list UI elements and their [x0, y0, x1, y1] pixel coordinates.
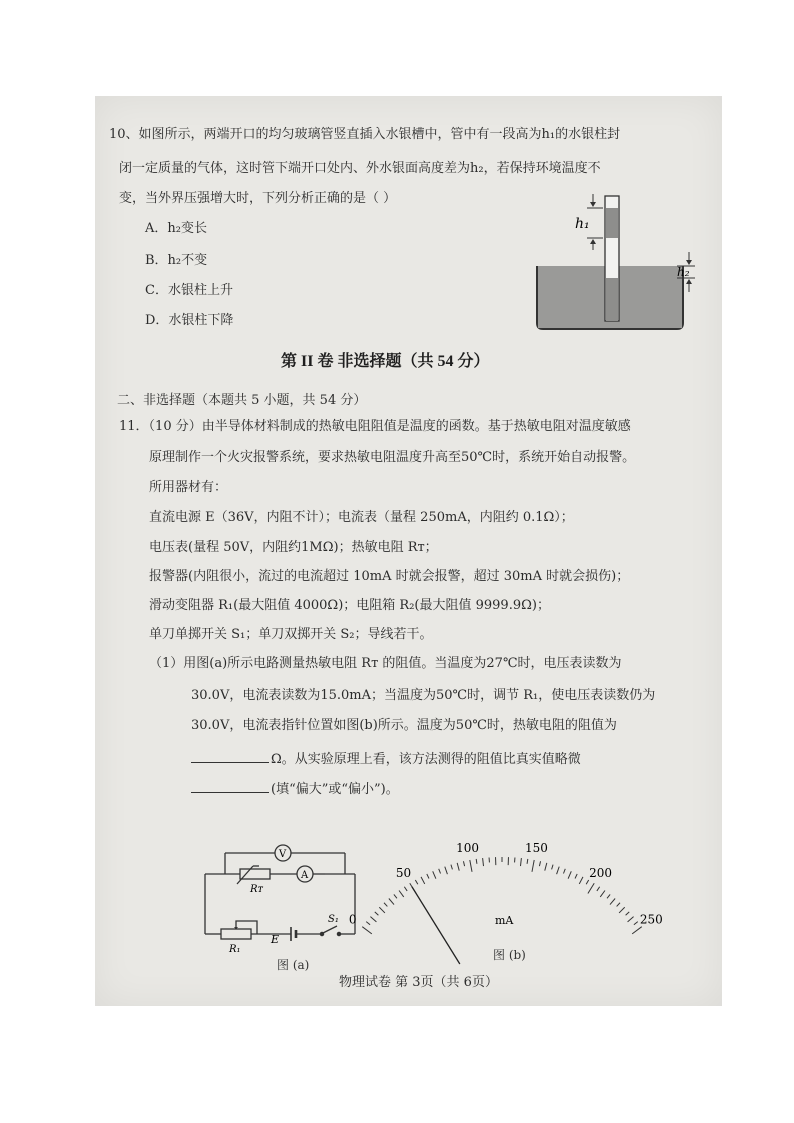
exam-page — [95, 96, 722, 1006]
battery-label: E — [271, 933, 280, 946]
dial-scale-label: 200 — [589, 866, 612, 881]
dial-tick — [433, 871, 436, 878]
dial-tick — [619, 907, 625, 913]
dial-tick — [375, 912, 379, 915]
dial-tick — [634, 922, 638, 925]
dial-tick — [575, 874, 577, 879]
dial-tick — [415, 880, 417, 884]
dial-tick — [404, 887, 407, 891]
h2-label: h₂ — [677, 265, 690, 279]
dial-tick — [563, 869, 565, 874]
q11-equip2: 电压表(量程 50V，内阻约1MΩ)；热敏电阻 Rᴛ； — [149, 540, 438, 555]
thermistor-symbol — [240, 869, 270, 879]
dial-tick — [470, 860, 472, 872]
q11-sub1-line2: 30.0V，电流表读数为15.0mA；当温度为50℃时，调节 R₁，使电压表读数仍为 — [191, 688, 656, 703]
dial-scale-label: 250 — [639, 912, 663, 927]
dial-tick — [463, 861, 464, 866]
dial-tick — [527, 859, 528, 864]
dial-tick — [394, 894, 397, 898]
dial-tick — [557, 867, 560, 875]
q10-line2: 闭一定质量的气体，这时管下端开口处内、外水银面高度差为h₂，若保持环境温度不 — [119, 161, 601, 176]
dial-unit-label: mA — [495, 914, 514, 927]
rheostat-symbol — [221, 929, 251, 939]
q11-equip4: 滑动变阻器 R₁(最大阻值 4000Ω)；电阻箱 R₂(最大阻值 9999.9Ω)； — [149, 598, 550, 613]
q10-option-d: D．水银柱下降 — [145, 313, 234, 328]
dial-tick — [370, 917, 376, 922]
figure-a-caption: 图 (a) — [277, 958, 310, 972]
dial-tick — [421, 877, 425, 884]
dial-tick — [607, 894, 610, 898]
dial-tick — [632, 927, 642, 934]
dial-tick — [628, 917, 634, 922]
page-footer: 物理试卷 第 3页（共 6页） — [339, 975, 498, 990]
figure-b-caption: 图 (b) — [493, 948, 526, 962]
dial-scale-label: 100 — [456, 841, 480, 856]
q11-equip1: 直流电源 E（36V，内阻不计）；电流表（量程 250mA，内阻约 0.1Ω）； — [149, 510, 574, 525]
h1-label: h₁ — [575, 216, 590, 232]
dial-tick — [427, 874, 429, 879]
switch-label: S₁ — [328, 914, 339, 925]
dial-scale-label: 50 — [395, 866, 412, 881]
q11-sub1-line1: （1）用图(a)所示电路测量热敏电阻 Rᴛ 的阻值。当温度为27℃时，电压表读数为 — [149, 656, 622, 671]
q11-sub1-line4: Ω。从实验原理上看，该方法测得的阻值比真实值略微 — [191, 748, 581, 769]
dial-tick — [439, 869, 441, 874]
dial-scale-label: 0 — [348, 912, 357, 927]
dial-tick — [579, 877, 583, 884]
switch-symbol — [323, 926, 337, 933]
dial-tick — [586, 880, 588, 884]
q11-sub1-line5: (填“偏大”或“偏小”)。 — [191, 778, 399, 799]
dial-tick — [552, 865, 553, 870]
q10-option-b: B．h₂不变 — [145, 253, 208, 268]
dial-tick — [597, 887, 600, 891]
answer-blank-bias[interactable] — [191, 778, 269, 793]
ammeter-dial-figure-b — [348, 802, 663, 942]
dial-tick — [476, 859, 477, 864]
dial-tick — [545, 863, 547, 871]
dial-tick — [610, 898, 615, 904]
q11-equip3: 报警器(内阻很小，流过的电流超过 10mA 时就会报警，超过 30mA 时就会损伤)； — [149, 569, 630, 584]
dial-tick — [532, 860, 534, 872]
dial-tick — [399, 890, 404, 896]
q11-line3: 所用器材有： — [149, 480, 228, 495]
q11-line2: 原理制作一个火灾报警系统，要求热敏电阻温度升高至50℃时，系统开始自动报警。 — [149, 450, 636, 465]
dial-tick — [539, 861, 540, 866]
section2-heading: 二、非选择题（本题共 5 小题，共 54 分） — [117, 393, 367, 408]
dial-tick — [379, 907, 385, 913]
dial-tick — [384, 903, 387, 907]
part2-title: 第 II 卷 非选择题（共 54 分） — [281, 353, 490, 370]
q10-line3: 变，当外界压强增大时，下列分析正确的是（ ） — [119, 191, 397, 206]
dial-tick — [568, 871, 571, 878]
dial-tick — [445, 867, 448, 875]
ammeter-label: A — [301, 870, 309, 881]
rheostat-label: R₁ — [229, 944, 241, 955]
mercury-column — [606, 208, 618, 238]
mercury-tube-figure — [527, 188, 697, 333]
thermistor-label: Rᴛ — [250, 884, 264, 895]
q11-sub1-line3: 30.0V，电流表指针位置如图(b)所示。温度为50℃时，热敏电阻的阻值为 — [191, 718, 617, 733]
dial-tick — [617, 903, 620, 907]
dial-tick — [588, 883, 594, 893]
dial-tick — [366, 922, 370, 925]
dial-tick — [520, 858, 521, 866]
dial-tick — [451, 865, 452, 870]
dial-tick — [389, 898, 394, 904]
dial-tick — [483, 858, 484, 866]
q10-option-c: C．水银柱上升 — [145, 283, 233, 298]
answer-blank-resistance[interactable] — [191, 748, 269, 763]
voltmeter-label: V — [279, 849, 287, 860]
dial-tick — [600, 890, 605, 896]
q11-equip5: 单刀单掷开关 S₁；单刀双掷开关 S₂；导线若干。 — [149, 627, 433, 642]
q11-line1: 11．（10 分）由半导体材料制成的热敏电阻阻值是温度的函数。基于热敏电阻对温度敏感 — [119, 419, 631, 434]
q10-option-a: A．h₂变长 — [145, 221, 207, 236]
dial-tick — [626, 912, 630, 915]
dial-scale-label: 150 — [524, 841, 548, 856]
q10-line1: 10、如图所示，两端开口的均匀玻璃管竖直插入水银槽中，管中有一段高为h₁的水银柱封 — [109, 127, 621, 142]
circuit-figure-a — [195, 836, 365, 966]
ammeter-pointer — [412, 887, 460, 964]
dial-tick — [457, 863, 459, 871]
